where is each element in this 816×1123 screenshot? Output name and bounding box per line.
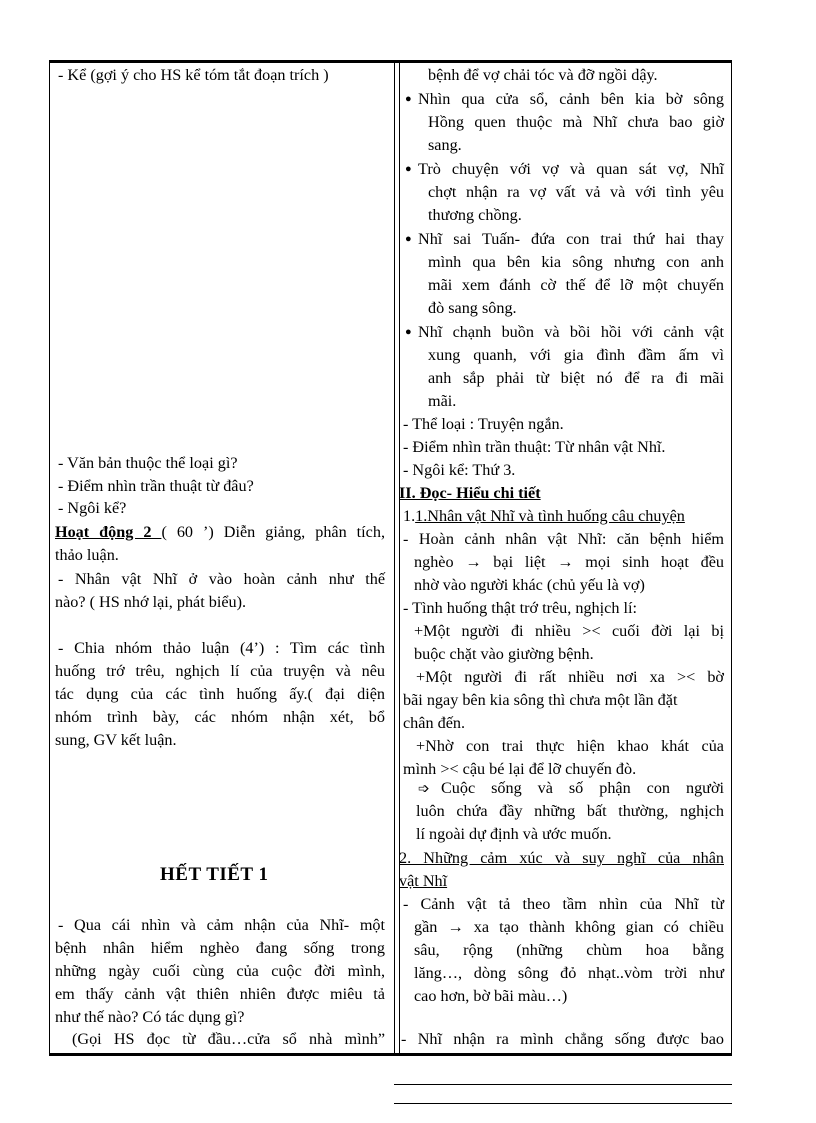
paradox-1-line-1: +Một người đi nhiều >< cuối đời lại bị [414,622,724,640]
bullet-4-line-3: anh sắp phải từ biệt nó để ra đi mãi [428,369,724,387]
paradox-2-line-2: bãi ngay bên kia sông thì chưa một lần đặt [403,691,678,709]
realization-line: - Nhĩ nhận ra mình chẳng sống được bao [401,1030,724,1048]
bullet-icon: ● [405,93,412,105]
conclusion-line-3: lí ngoài dự định và ước muốn. [416,825,612,843]
end-of-period-heading: HẾT TIẾT 1 [160,864,269,885]
question-viewpoint: - Điểm nhìn trần thuật từ đâu? [58,477,254,495]
paradox-3-line-2: mình >< cậu bé lại để lỡ chuyến đò. [403,760,637,778]
group-task-1: - Chia nhóm thảo luận (4’) : Tìm các tình [58,639,385,657]
question-narrator: - Ngôi kể? [58,499,127,517]
scenery-line-4: lăng…, dòng sông đỏ nhạt..vòm trời như [414,964,724,982]
section-2-heading: II. Đọc- Hiểu chi tiết [399,484,541,502]
bullet-4-line-2: xung quanh, với gia đình đầm ấm vì [428,346,724,364]
circumstance-line-2: nghèo → bại liệt → mọi sinh hoạt đều [414,553,724,571]
bullet-3-line-3: mãi xem đánh cờ thế để lỡ một chuyến [428,276,724,294]
paradox-1-line-2: buộc chặt vào giường bệnh. [414,645,594,663]
genre-answer: - Thể loại : Truyện ngắn. [403,415,564,433]
bullet-1-line-2: Hồng quen thuộc mà Nhĩ chưa bao giờ [428,113,724,131]
subsection-2-title-1: 2. Những cảm xúc và suy nghĩ của nhân [399,849,724,867]
circumstance-line-3: nhờ vào người khác (chủ yếu là vợ) [414,576,645,594]
bullet-1-line-3: sang. [428,136,462,154]
bullet-3-line-1: Nhĩ sai Tuấn- đứa con trai thứ hai thay [418,230,724,248]
narrator-answer: - Ngôi kể: Thứ 3. [403,461,516,479]
group-task-4: nhóm trình bày, các nhóm nhận xét, bổ [55,708,385,726]
bullet-3-line-2: mình qua bên kia sông nhưng con anh [428,253,724,271]
subsection-2-heading-1 [399,847,724,870]
bullet-icon: ● [405,326,412,338]
bullet-icon: ● [405,163,412,175]
scenery-line-3: sâu, rộng (những chùm hoa bằng [414,941,724,959]
bullet-icon: ● [405,233,412,245]
column-divider [394,61,395,1055]
group-task-3: tác dụng của các tình huống ấy.( đại diện [55,685,385,703]
paradox-2-line-1: +Một người đi rất nhiều nơi xa >< bờ [416,668,724,686]
left-line-ke: - Kể (gợi ý cho HS kể tóm tắt đoạn trích ) [58,66,329,84]
column-divider-inner [399,61,400,1055]
conclusion-line-1: Cuộc sống và số phận con người [441,779,724,797]
scenery-question-6: (Gọi HS đọc từ đầu…cửa sổ nhà mình” [72,1030,385,1048]
scenery-question-1: - Qua cái nhìn và cảm nhận của Nhĩ- một [58,916,385,934]
activity-2-desc: ( 60 ’) Diễn giảng, phân tích, [161,523,385,541]
right-row-line-2 [394,1103,732,1104]
paradox-3-line-1: +Nhờ con trai thực hiện khao khát của [416,737,724,755]
scenery-line-1: - Cảnh vật tả theo tầm nhìn của Nhĩ từ [403,895,724,913]
scenery-line-5: cao hơn, bờ bãi màu…) [414,987,568,1005]
bullet-4-line-4: mãi. [428,392,457,410]
hand-arrow-icon: ➩ [418,782,430,797]
bullet-4-line-1: Nhĩ chạnh buồn và bồi hồi với cảnh vật [418,323,724,341]
activity-2-line2: thảo luận. [55,546,119,564]
conclusion-line-2: luôn chứa đầy những bất thường, nghịch [416,802,724,820]
circumstance-line-1: - Hoàn cảnh nhân vật Nhĩ: căn bệnh hiểm [403,530,724,548]
right-row-line [394,1084,732,1085]
group-task-5: sung, GV kết luận. [55,731,177,749]
bullet-3-line-4: đò sang sông. [428,299,517,317]
scenery-question-5: như thế nào? Có tác dụng gì? [55,1008,245,1026]
group-task-2: huống trớ trêu, nghịch lí của truyện và nêu [55,662,385,680]
bullet-2-line-2: chợt nhận ra vợ vất vả và với tình yêu [428,183,724,201]
activity-2-line [55,521,385,544]
right-line-1: bệnh để vợ chải tóc và đỡ ngồi dậy. [428,66,658,84]
question-genre: - Văn bản thuộc thể loại gì? [58,454,238,472]
bullet-2-line-3: thương chồng. [428,206,522,224]
scenery-line-2: gần → xa tạo thành không gian có chiều [414,918,724,936]
subsection-1-heading: 1.1.Nhân vật Nhĩ và tình huống câu chuyện [403,507,685,525]
character-question-1: - Nhân vật Nhĩ ở vào hoàn cảnh như thế [58,570,385,588]
subsection-1-title: 1.Nhân vật Nhĩ và tình huống câu chuyện [415,507,685,525]
paradox-2-line-3: chân đến. [403,714,466,732]
character-question-2: nào? ( HS nhớ lại, phát biểu). [55,593,247,611]
scenery-question-4: em thấy cảnh vật thiên nhiên được miêu tả [55,985,385,1003]
scenery-question-2: bệnh nhân hiểm nghèo đang sống trong [55,939,385,957]
subsection-2-heading-2: vật Nhĩ [399,872,448,890]
viewpoint-answer: - Điểm nhìn trần thuật: Từ nhân vật Nhĩ. [403,438,666,456]
bullet-2-line-1: Trò chuyện với vợ và quan sát vợ, Nhĩ [418,160,724,178]
scenery-question-3: những ngày cuối cùng của cuộc đời mình, [55,962,385,980]
activity-2-title: Hoạt động 2 [55,523,162,541]
situation-heading: - Tình huống thật trớ trêu, nghịch lí: [403,599,637,617]
bullet-1-line-1: Nhìn qua cửa sổ, cảnh bên kia bờ sông [418,90,724,108]
